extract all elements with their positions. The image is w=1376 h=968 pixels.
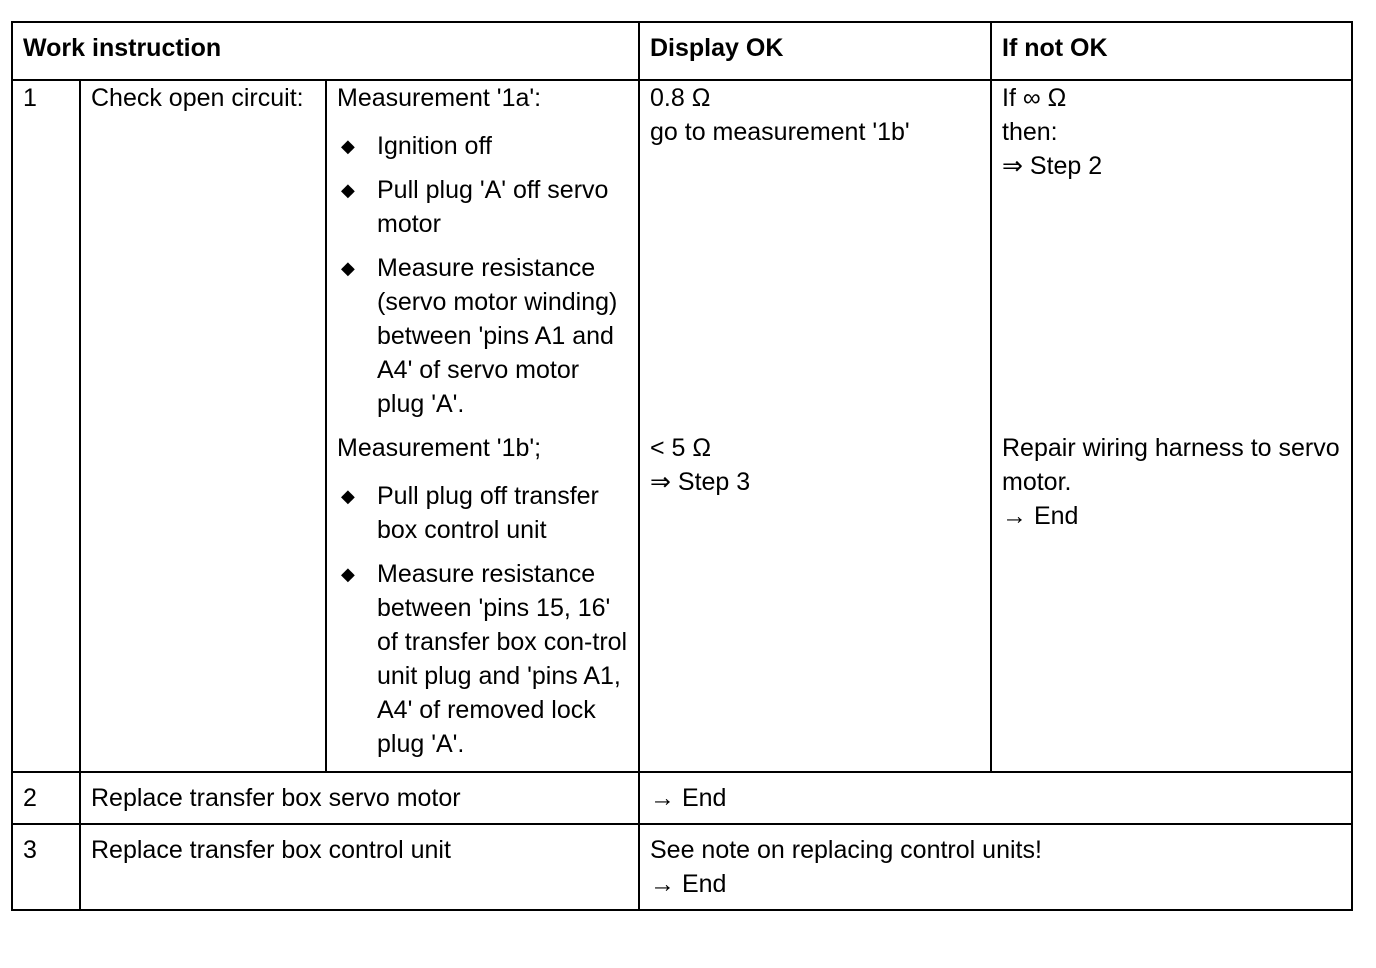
list-item: ◆ Pull plug off transfer box control unit xyxy=(337,479,628,547)
display-ok-1a-action: go to measurement '1b' xyxy=(650,118,910,146)
step-result xyxy=(639,772,1352,824)
header-if-not-ok: If not OK xyxy=(991,22,1352,80)
step-result-line: → End xyxy=(650,870,727,898)
list-item: ◆ Measure resistance (servo motor winding) between 'pins A1 and A4' of servo motor plug 'A'. xyxy=(337,251,628,421)
step-title: Replace transfer box control unit xyxy=(80,824,639,910)
diamond-bullet-icon: ◆ xyxy=(341,180,355,200)
table-row-step-2 xyxy=(12,772,1352,824)
if-not-ok-1b-end: → End xyxy=(1002,502,1079,530)
list-item: ◆ Ignition off xyxy=(337,129,628,163)
display-ok-1b-action: ⇒ Step 3 xyxy=(650,468,751,496)
step-number: 3 xyxy=(12,824,80,910)
if-not-ok-cell xyxy=(991,80,1352,772)
display-ok-1a-value: 0.8 Ω xyxy=(650,84,711,112)
measurement-instructions xyxy=(326,80,639,772)
measurement-1a-label: Measurement '1a': xyxy=(337,84,542,112)
header-work-instruction: Work instruction xyxy=(12,22,639,80)
if-not-ok-1a-then: then: xyxy=(1002,118,1058,146)
step-result-line: See note on replacing control units! xyxy=(650,836,1042,864)
measurement-1b-bullets xyxy=(337,479,628,761)
list-item: ◆ Pull plug 'A' off servo motor xyxy=(337,173,628,241)
display-ok-1b-value: < 5 Ω xyxy=(650,434,712,462)
diamond-bullet-icon: ◆ xyxy=(341,564,355,584)
if-not-ok-1a-action: ⇒ Step 2 xyxy=(1002,152,1103,180)
step-number: 1 xyxy=(12,80,80,772)
step-result xyxy=(639,824,1352,910)
if-not-ok-1a-condition: If ∞ Ω xyxy=(1002,84,1067,112)
diamond-bullet-icon: ◆ xyxy=(341,258,355,278)
step-title: Replace transfer box servo motor xyxy=(80,772,639,824)
work-instruction-table xyxy=(11,21,1353,911)
table-row-step-3 xyxy=(12,824,1352,910)
step-result-line: → End xyxy=(650,784,727,812)
table-header-row xyxy=(12,22,1352,80)
measurement-1b-label: Measurement '1b'; xyxy=(337,434,542,462)
measurement-1a-bullets xyxy=(337,129,628,421)
list-item: ◆ Measure resistance between 'pins 15, 16' of transfer box con-trol unit plug and 'pins A1, A4' of removed lock plug 'A'. xyxy=(337,557,628,761)
diamond-bullet-icon: ◆ xyxy=(341,136,355,156)
step-title: Check open circuit: xyxy=(80,80,326,772)
diamond-bullet-icon: ◆ xyxy=(341,486,355,506)
header-display-ok: Display OK xyxy=(639,22,991,80)
table-row-step-1 xyxy=(12,80,1352,772)
if-not-ok-1b-action: Repair wiring harness to servo motor. xyxy=(1002,434,1340,496)
step-number: 2 xyxy=(12,772,80,824)
display-ok-cell xyxy=(639,80,991,772)
